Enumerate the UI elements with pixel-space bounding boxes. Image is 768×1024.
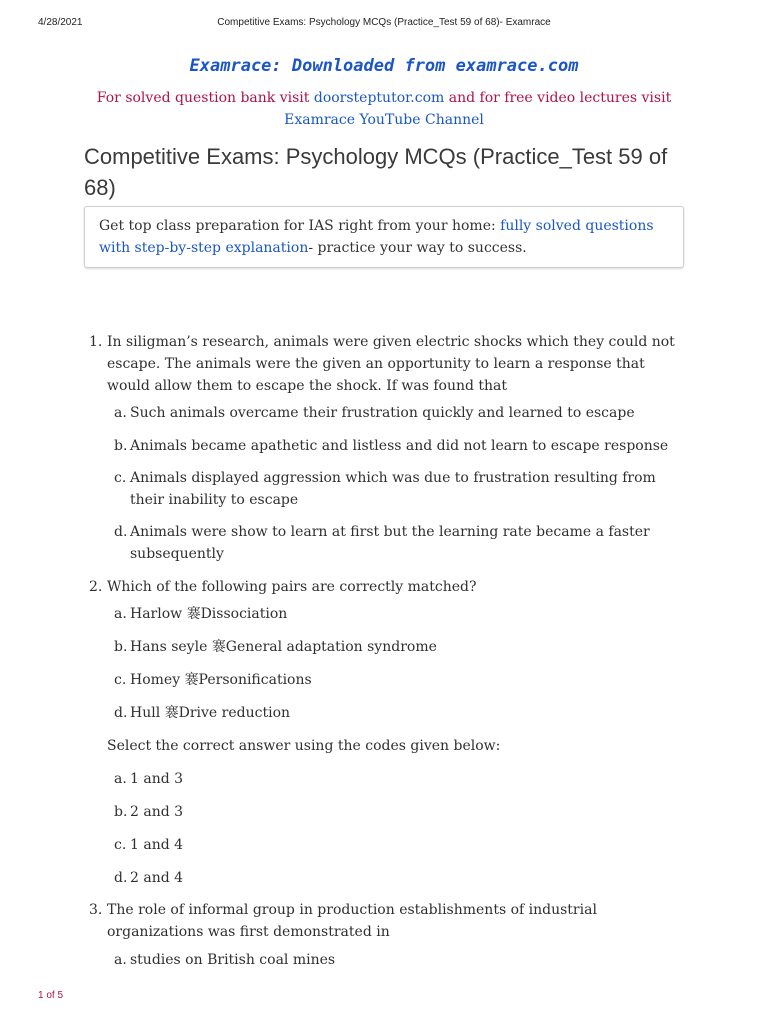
option-letter: b. — [114, 438, 128, 454]
option-text: Such animals overcame their frustration quickly and learned to escape — [130, 405, 635, 421]
codes-prompt: Select the correct answer using the codes given below: — [107, 738, 501, 754]
question-1-option-b — [114, 435, 690, 457]
page-footer: 1 of 5 — [38, 990, 64, 1001]
option-letter: b. — [114, 804, 128, 820]
question-number: 2. — [89, 579, 103, 595]
option-letter: d. — [114, 870, 128, 886]
question-2-option-a — [114, 603, 690, 625]
question-3-option-a — [114, 949, 690, 971]
question-2-code-a — [114, 768, 690, 790]
option-letter: d. — [114, 705, 128, 721]
option-letter: a. — [114, 771, 127, 787]
brand-banner: Examrace: Downloaded from examrace.com — [189, 56, 579, 76]
question-3 — [89, 899, 682, 943]
question-text: In siligman’s research, animals were given electric shocks which they could not escape. The animals were the given an opportunity to learn a response that would allow them to escape the shock. If was found that — [107, 334, 675, 394]
solved-questions-link[interactable]: fully solved questions with step-by-step explanation — [99, 218, 654, 256]
callout-text: Get top class preparation for IAS right from your home: — [99, 218, 501, 234]
option-text: Animals displayed aggression which was due to frustration resulting from their inability to escape — [130, 470, 656, 508]
option-text: Harlow 褰Dissociation — [130, 606, 288, 622]
question-number: 1. — [89, 334, 103, 350]
question-2-code-c — [114, 834, 690, 856]
callout-suffix: - practice your way to success. — [308, 240, 527, 256]
option-text: Animals were show to learn at first but the learning rate became a faster subsequently — [130, 524, 650, 562]
promo-text — [0, 87, 768, 131]
option-text: 1 and 4 — [130, 837, 184, 853]
option-letter: b. — [114, 639, 128, 655]
option-text: 2 and 3 — [130, 804, 184, 820]
page-header-date: 4/28/2021 — [38, 17, 83, 28]
callout-box — [84, 206, 684, 268]
option-letter: c. — [114, 837, 127, 853]
question-text: The role of informal group in production establishments of industrial organizations was first demonstrated in — [107, 902, 597, 940]
option-text: studies on British coal mines — [130, 952, 336, 968]
question-text: Which of the following pairs are correctly matched? — [107, 579, 477, 595]
question-1-option-a — [114, 402, 690, 424]
question-number: 3. — [89, 902, 103, 918]
option-text: 1 and 3 — [130, 771, 184, 787]
option-letter: a. — [114, 952, 127, 968]
option-letter: c. — [114, 672, 127, 688]
option-text: Animals became apathetic and listless and did not learn to escape response — [130, 438, 669, 454]
option-text: Homey 褰Personifications — [130, 672, 312, 688]
promo-middle: and for free video lectures visit — [444, 90, 672, 106]
option-text: 2 and 4 — [130, 870, 184, 886]
option-letter: a. — [114, 606, 127, 622]
question-2-option-d — [114, 702, 690, 724]
doorsteptutor-link[interactable]: doorsteptutor.com — [313, 90, 445, 106]
option-text: Hans seyle 褰General adaptation syndrome — [130, 639, 437, 655]
promo-prefix: For solved question bank visit — [96, 90, 314, 106]
option-letter: d. — [114, 524, 128, 540]
question-2-code-d — [114, 867, 690, 889]
page-title: Competitive Exams: Psychology MCQs (Practice_Test 59 of 68) — [84, 144, 668, 200]
option-text: Hull 褰Drive reduction — [130, 705, 291, 721]
question-2-option-b — [114, 636, 690, 658]
question-2-option-c — [114, 669, 690, 691]
question-1-option-d — [114, 521, 690, 565]
question-2 — [89, 576, 682, 598]
question-1-option-c — [114, 467, 690, 511]
option-letter: c. — [114, 470, 127, 486]
question-1 — [89, 331, 682, 397]
youtube-channel-link[interactable]: Examrace YouTube Channel — [284, 112, 484, 128]
question-2-code-b — [114, 801, 690, 823]
option-letter: a. — [114, 405, 127, 421]
page-header-title: Competitive Exams: Psychology MCQs (Practice_Test 59 of 68)- Examrace — [217, 17, 551, 28]
